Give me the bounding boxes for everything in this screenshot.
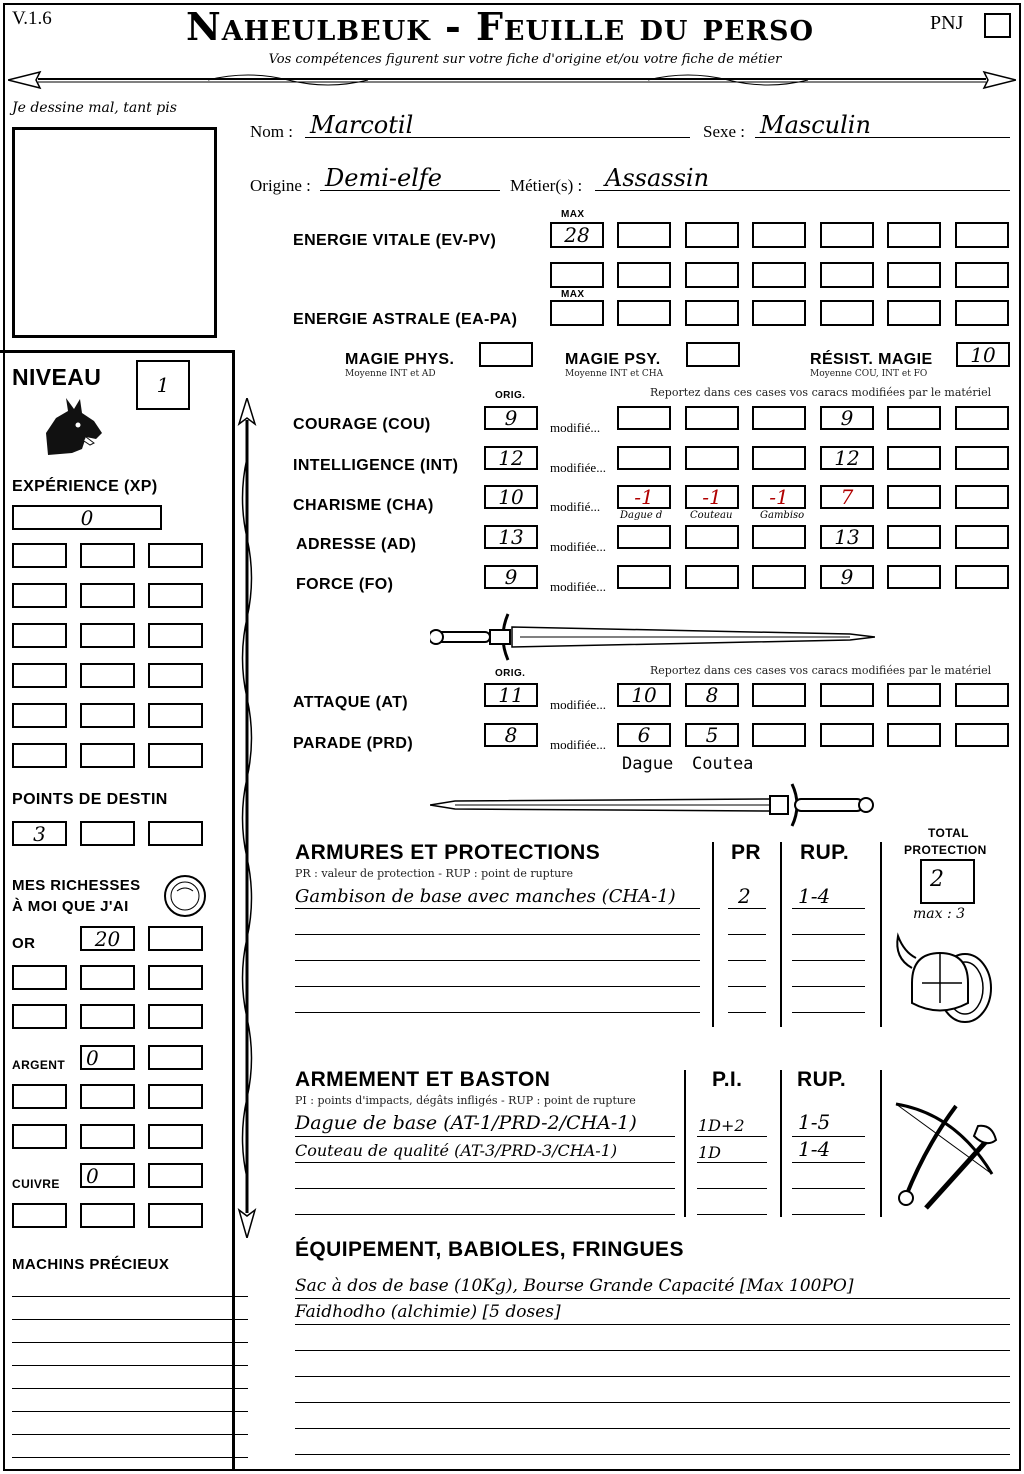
xp-cell[interactable] [12, 583, 67, 608]
armure-item-1-pr[interactable]: 2 [738, 884, 751, 908]
equipement-line[interactable] [295, 1376, 1010, 1377]
magie-phys-sub: Moyenne INT et AD [345, 369, 436, 379]
arme-pi-line[interactable] [697, 1136, 767, 1137]
ad-final-box[interactable]: 13 [820, 525, 874, 549]
arme-rup-line[interactable] [792, 1162, 865, 1163]
destin-label: POINTS DE DESTIN [12, 791, 168, 808]
destin-cell[interactable] [148, 821, 203, 846]
machins-line[interactable] [12, 1434, 248, 1435]
pi-label: P.I. [712, 1068, 743, 1091]
ev-cell[interactable] [685, 262, 739, 288]
xp-cell[interactable] [148, 543, 203, 568]
orig-label-2: ORIG. [495, 668, 526, 679]
xp-cell[interactable] [148, 583, 203, 608]
armures-col-divider [780, 842, 782, 1027]
prd-label: PARADE (PRD) [293, 735, 414, 752]
ad-cell[interactable] [887, 525, 941, 549]
int-cell[interactable] [752, 446, 806, 470]
arme-item-2-rup[interactable]: 1-4 [798, 1137, 831, 1161]
weapon-note-1: Dague [622, 754, 674, 774]
armure-pr-line[interactable] [728, 986, 766, 987]
armure-rup-line[interactable] [792, 986, 865, 987]
pnj-label: PNJ [930, 12, 964, 34]
or-cell[interactable] [148, 926, 203, 951]
cou-cell[interactable] [887, 406, 941, 430]
ad-cell[interactable] [752, 525, 806, 549]
report-note: Reportez dans ces cases vos caracs modifiées par le matériel [650, 386, 992, 399]
armure-rup-line[interactable] [792, 960, 865, 961]
ev-cell[interactable] [617, 262, 671, 288]
armure-rup-line[interactable] [792, 908, 865, 909]
ev-cell[interactable] [887, 262, 941, 288]
armure-line[interactable] [295, 960, 700, 961]
xp-cell[interactable] [12, 543, 67, 568]
cou-final-box[interactable]: 9 [820, 406, 874, 430]
xp-cell[interactable] [12, 663, 67, 688]
armure-line[interactable] [295, 934, 700, 935]
argent-cell[interactable] [80, 1084, 135, 1109]
armures-col-divider [880, 842, 882, 1027]
equipement-line[interactable] [295, 1298, 1010, 1299]
arme-line[interactable] [295, 1188, 675, 1189]
prd-mod-label: modifiée... [550, 737, 606, 752]
machins-line[interactable] [12, 1411, 248, 1412]
crossed-weapons-icon [886, 1096, 1006, 1216]
int-final-box[interactable]: 12 [820, 446, 874, 470]
armement-sub: PI : points d'impacts, dégâts infligés - RUP : point de rupture [295, 1094, 636, 1107]
prd-mod-1-box[interactable]: 6 [617, 723, 671, 747]
cha-note-2: Couteau [690, 510, 733, 521]
fo-orig-box[interactable]: 9 [484, 565, 538, 589]
armure-rup-line[interactable] [792, 934, 865, 935]
at-cell[interactable] [955, 683, 1009, 707]
experience-label: EXPÉRIENCE (XP) [12, 478, 158, 495]
magie-psy-sub: Moyenne INT et CHA [565, 369, 664, 379]
arme-item-1-pi[interactable]: 1D+2 [698, 1116, 745, 1135]
armement-col-divider [780, 1070, 782, 1217]
portrait-caption: Je dessine mal, tant pis [12, 100, 177, 116]
ea-cell[interactable] [752, 300, 806, 326]
armement-col-divider [684, 1070, 686, 1217]
ad-cell[interactable] [617, 525, 671, 549]
equipement-line-1[interactable]: Sac à dos de base (10Kg), Bourse Grande Capacité [Max 100PO] [295, 1276, 854, 1296]
at-cell[interactable] [887, 683, 941, 707]
destin-cell[interactable] [80, 821, 135, 846]
xp-cell[interactable] [148, 663, 203, 688]
arme-line[interactable] [295, 1136, 675, 1137]
cha-cell[interactable] [955, 485, 1009, 509]
ad-orig-box[interactable]: 13 [484, 525, 538, 549]
ev-cell[interactable] [820, 262, 874, 288]
fo-final-box[interactable]: 9 [820, 565, 874, 589]
ea-max-label: MAX [561, 289, 585, 300]
ea-label: ENERGIE ASTRALE (EA-PA) [293, 311, 518, 328]
ad-mod-label: modifiée... [550, 539, 606, 554]
metier-value[interactable]: Assassin [605, 164, 710, 192]
cou-mod-label: modifié... [550, 420, 601, 435]
sword-icon [430, 612, 875, 662]
ea-cell[interactable] [887, 300, 941, 326]
metier-label: Métier(s) : [510, 176, 583, 195]
at-mod-label: modifiée... [550, 697, 606, 712]
ev-cell[interactable] [752, 262, 806, 288]
arme-item-1-rup[interactable]: 1-5 [798, 1110, 831, 1134]
ev-cell[interactable] [887, 222, 941, 248]
xp-cell[interactable] [12, 623, 67, 648]
cou-orig-box[interactable]: 9 [484, 406, 538, 430]
armure-line[interactable] [295, 986, 700, 987]
cuivre-cell[interactable] [148, 1163, 203, 1188]
argent-box[interactable]: 0 [80, 1045, 135, 1070]
ev-cell[interactable] [955, 222, 1009, 248]
fo-cell[interactable] [617, 565, 671, 589]
niveau-box[interactable]: 1 [136, 360, 190, 410]
resist-label: RÉSIST. MAGIE [810, 351, 933, 368]
cha-mod-2-box[interactable]: -1 [685, 485, 739, 509]
cha-final-box[interactable]: 7 [820, 485, 874, 509]
at-label: ATTAQUE (AT) [293, 694, 408, 711]
total-label: TOTAL [928, 826, 969, 840]
richesses-label-2: À MOI QUE J'AI [12, 898, 129, 915]
or-cell[interactable] [80, 965, 135, 990]
cha-note-1: Dague d [620, 510, 663, 521]
int-mod-label: modifiée... [550, 460, 606, 475]
magie-psy-box[interactable] [686, 342, 740, 367]
max-protection-note: max : 3 [913, 906, 966, 922]
ev-cell[interactable] [820, 222, 874, 248]
arme-line[interactable] [295, 1162, 675, 1163]
xp-cell[interactable] [148, 743, 203, 768]
armure-pr-line[interactable] [728, 1012, 766, 1013]
coin-icon [162, 873, 208, 919]
fo-cell[interactable] [685, 565, 739, 589]
or-cell[interactable] [80, 1004, 135, 1029]
equipement-line[interactable] [295, 1324, 1010, 1325]
xp-cell[interactable] [80, 583, 135, 608]
ev-label: ENERGIE VITALE (EV-PV) [293, 232, 497, 249]
cha-label: CHARISME (CHA) [293, 497, 434, 514]
sexe-value[interactable]: Masculin [760, 111, 871, 139]
int-cell[interactable] [685, 446, 739, 470]
armure-rup-line[interactable] [792, 1012, 865, 1013]
experience-box[interactable]: 0 [12, 505, 162, 530]
origine-label: Origine : [250, 176, 311, 195]
destin-box[interactable]: 3 [12, 821, 67, 846]
cha-note-3: Gambiso [760, 510, 805, 521]
at-cell[interactable] [752, 683, 806, 707]
pr-label: PR [731, 841, 761, 864]
xp-cell[interactable] [148, 623, 203, 648]
equipement-line[interactable] [295, 1454, 1010, 1455]
prd-orig-box[interactable]: 8 [484, 723, 538, 747]
arme-rup-line[interactable] [792, 1214, 865, 1215]
argent-cell[interactable] [148, 1045, 203, 1070]
arme-pi-line[interactable] [697, 1214, 767, 1215]
machins-line[interactable] [12, 1365, 248, 1366]
int-cell[interactable] [887, 446, 941, 470]
richesses-label: MES RICHESSES [12, 877, 141, 894]
weapon-note-2: Coutea [692, 754, 754, 774]
prd-mod-2-box[interactable]: 5 [685, 723, 739, 747]
ev-cell[interactable] [617, 222, 671, 248]
ev-max-label: MAX [561, 209, 585, 220]
orig-label: ORIG. [495, 390, 526, 401]
ad-cell[interactable] [955, 525, 1009, 549]
ev-cell[interactable] [550, 262, 604, 288]
equipement-line[interactable] [295, 1350, 1010, 1351]
int-cell[interactable] [617, 446, 671, 470]
sexe-label: Sexe : [703, 122, 746, 141]
ev-cell[interactable] [955, 262, 1009, 288]
xp-cell[interactable] [80, 743, 135, 768]
arme-pi-line[interactable] [697, 1162, 767, 1163]
machins-line[interactable] [12, 1296, 248, 1297]
cha-mod-3-box[interactable]: -1 [752, 485, 806, 509]
niveau-label: NIVEAU [12, 364, 102, 390]
ea-cell[interactable] [685, 300, 739, 326]
armure-pr-line[interactable] [728, 908, 766, 909]
left-column-divider [0, 350, 232, 353]
total-protection-box[interactable]: 2 [920, 859, 975, 904]
armures-col-divider [712, 842, 714, 1027]
origine-value[interactable]: Demi-elfe [325, 164, 442, 192]
fo-label: FORCE (FO) [296, 576, 394, 593]
armure-line[interactable] [295, 908, 700, 909]
armure-pr-line[interactable] [728, 960, 766, 961]
ad-cell[interactable] [685, 525, 739, 549]
int-orig-box[interactable]: 12 [484, 446, 538, 470]
cuivre-label: CUIVRE [12, 1177, 60, 1191]
magie-phys-label: MAGIE PHYS. [345, 351, 455, 368]
int-cell[interactable] [955, 446, 1009, 470]
cha-orig-box[interactable]: 10 [484, 485, 538, 509]
prd-cell[interactable] [955, 723, 1009, 747]
magie-phys-box[interactable] [479, 342, 533, 367]
machins-line[interactable] [12, 1388, 248, 1389]
armure-item-1-rup[interactable]: 1-4 [798, 884, 831, 908]
at-mod-1-box[interactable]: 10 [617, 683, 671, 707]
arme-pi-line[interactable] [697, 1188, 767, 1189]
equipement-line[interactable] [295, 1428, 1010, 1429]
argent-cell[interactable] [12, 1084, 67, 1109]
prd-cell[interactable] [752, 723, 806, 747]
or-label: OR [12, 935, 36, 952]
armures-title: ARMURES ET PROTECTIONS [295, 841, 601, 864]
xp-cell[interactable] [12, 703, 67, 728]
argent-cell[interactable] [12, 1124, 67, 1149]
arme-item-1[interactable]: Dague de base (AT-1/PRD-2/CHA-1) [295, 1112, 637, 1134]
arme-rup-line[interactable] [792, 1188, 865, 1189]
argent-label: ARGENT [12, 1058, 66, 1072]
armement-title: ARMEMENT ET BASTON [295, 1068, 551, 1091]
at-mod-2-box[interactable]: 8 [685, 683, 739, 707]
nom-label: Nom : [250, 122, 293, 141]
argent-cell[interactable] [148, 1124, 203, 1149]
ev-cell[interactable] [685, 222, 739, 248]
fo-cell[interactable] [887, 565, 941, 589]
equipement-title: ÉQUIPEMENT, BABIOLES, FRINGUES [295, 1238, 684, 1261]
cou-cell[interactable] [685, 406, 739, 430]
machins-label: MACHINS PRÉCIEUX [12, 1256, 170, 1273]
xp-cell[interactable] [80, 663, 135, 688]
armement-rup-label: RUP. [797, 1068, 847, 1091]
spear-divider-icon [8, 68, 1016, 90]
prd-cell[interactable] [887, 723, 941, 747]
armure-pr-line[interactable] [728, 934, 766, 935]
fo-cell[interactable] [752, 565, 806, 589]
at-cell[interactable] [820, 683, 874, 707]
xp-cell[interactable] [80, 703, 135, 728]
sheet-title: Naheulbeuk - Feuille du perso [186, 4, 814, 49]
armure-line[interactable] [295, 1012, 700, 1013]
ea-cell[interactable] [955, 300, 1009, 326]
or-cell[interactable] [148, 1004, 203, 1029]
magie-psy-label: MAGIE PSY. [565, 351, 661, 368]
cha-cell[interactable] [887, 485, 941, 509]
cuivre-cell[interactable] [12, 1203, 67, 1228]
fo-mod-label: modifiée... [550, 579, 606, 594]
cuivre-cell[interactable] [148, 1203, 203, 1228]
ad-label: ADRESSE (AD) [296, 536, 417, 553]
xp-cell[interactable] [80, 623, 135, 648]
pnj-checkbox[interactable] [984, 13, 1011, 38]
resist-box[interactable]: 10 [956, 342, 1010, 367]
helmet-shield-icon [890, 928, 1000, 1038]
report-note-2: Reportez dans ces cases vos caracs modifiées par le matériel [650, 664, 992, 677]
arme-line[interactable] [295, 1214, 675, 1215]
int-label: INTELLIGENCE (INT) [293, 457, 459, 474]
cha-mod-1-box[interactable]: -1 [617, 485, 671, 509]
armures-rup-label: RUP. [800, 841, 850, 864]
cou-cell[interactable] [955, 406, 1009, 430]
cuivre-box[interactable]: 0 [80, 1163, 135, 1188]
cuivre-cell[interactable] [80, 1203, 135, 1228]
cou-label: COURAGE (COU) [293, 416, 431, 433]
ev-max-box[interactable]: 28 [550, 222, 604, 248]
ea-cell[interactable] [820, 300, 874, 326]
cou-cell[interactable] [752, 406, 806, 430]
version-label: V.1.6 [12, 8, 52, 29]
ea-cell[interactable] [617, 300, 671, 326]
resist-sub: Moyenne COU, INT et FO [810, 369, 928, 379]
arme-item-2[interactable]: Couteau de qualité (AT-3/PRD-3/CHA-1) [295, 1141, 618, 1160]
ev-cell[interactable] [752, 222, 806, 248]
dragon-head-icon [38, 393, 106, 463]
argent-cell[interactable] [148, 1084, 203, 1109]
at-orig-box[interactable]: 11 [484, 683, 538, 707]
armure-item-1[interactable]: Gambison de base avec manches (CHA-1) [295, 886, 676, 907]
ea-max-box[interactable] [550, 300, 604, 326]
machins-line[interactable] [12, 1342, 248, 1343]
machins-line[interactable] [12, 1457, 248, 1458]
armures-sub: PR : valeur de protection - RUP : point de rupture [295, 867, 573, 880]
vertical-spear-icon [234, 398, 260, 1238]
argent-cell[interactable] [80, 1124, 135, 1149]
cou-cell[interactable] [617, 406, 671, 430]
xp-cell[interactable] [12, 743, 67, 768]
portrait-box[interactable] [12, 127, 217, 338]
or-cell[interactable] [12, 965, 67, 990]
fo-cell[interactable] [955, 565, 1009, 589]
arme-item-2-pi[interactable]: 1D [698, 1143, 722, 1162]
or-cell[interactable] [148, 965, 203, 990]
xp-cell[interactable] [80, 543, 135, 568]
equipement-line[interactable] [295, 1402, 1010, 1403]
nom-value[interactable]: Marcotil [310, 111, 414, 139]
xp-cell[interactable] [148, 703, 203, 728]
sheet-subtitle: Vos compétences figurent sur votre fiche d'origine et/ou votre fiche de métier [268, 52, 782, 67]
armement-col-divider [880, 1070, 882, 1217]
or-box[interactable]: 20 [80, 926, 135, 951]
cha-mod-label: modifié... [550, 499, 601, 514]
machins-line[interactable] [12, 1319, 248, 1320]
or-cell[interactable] [12, 1004, 67, 1029]
sword-icon-2 [430, 782, 875, 828]
protection-label: PROTECTION [904, 843, 987, 857]
equipement-line-2[interactable]: Faidhodho (alchimie) [5 doses] [295, 1302, 561, 1322]
prd-cell[interactable] [820, 723, 874, 747]
